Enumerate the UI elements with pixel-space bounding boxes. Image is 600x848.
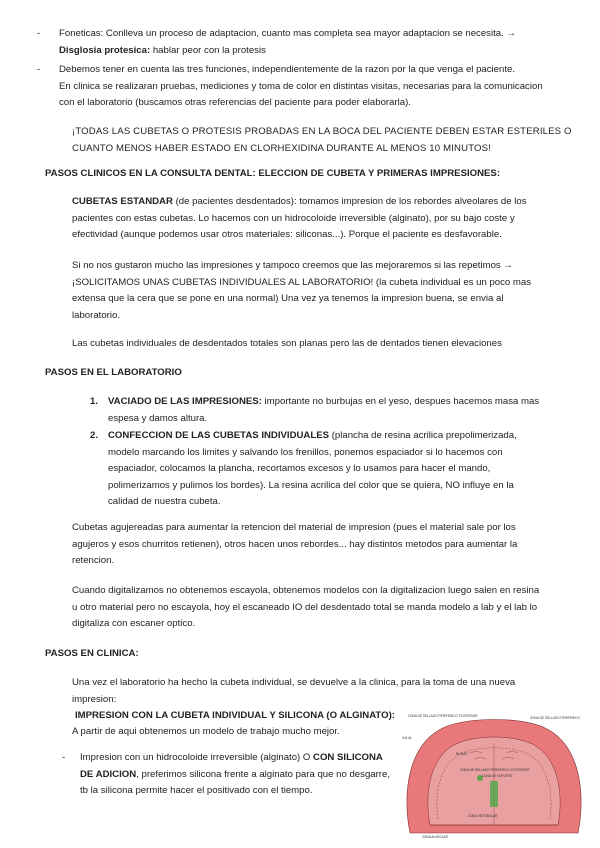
step-title: CONFECCION DE LAS CUBETAS INDIVIDUALES bbox=[108, 430, 330, 441]
cubetas-estandar-paragraph bbox=[72, 194, 587, 244]
warning-line: CUANTO MENOS HABER ESTADO EN CLORHEXIDINA DURANTE AL MENOS 10 MINUTOS! bbox=[72, 142, 492, 154]
bullet-marker: - bbox=[37, 28, 41, 39]
bullet-funciones-line: En clinica se realizaran pruebas, mediciones y toma de color en distintas visitas, necesarias para la comunicacion bbox=[59, 80, 543, 92]
section-heading-text: PASOS EN CLINICA: bbox=[45, 648, 139, 659]
bullet-fonetica bbox=[37, 26, 579, 59]
diagram-label: VULAL bbox=[402, 736, 413, 740]
paragraph-line: Si no nos gustaron mucho las impresiones y tampoco creemos que las mejoraremos si las repetimos → bbox=[72, 260, 513, 271]
step-title: VACIADO DE LAS IMPRESIONES: bbox=[108, 396, 262, 407]
paragraph-line: extensa que la cera que se pone en una normal) Una vez ya tenemos la impresion buena, se envia al bbox=[72, 293, 504, 304]
disglosia-term: Disglosia protesica: bbox=[59, 44, 151, 56]
section-heading-clinicos bbox=[45, 166, 500, 183]
bullet-fonetica-line2 bbox=[59, 43, 579, 60]
section-heading-clinica bbox=[45, 646, 139, 663]
step-line: modelo marcando los limites y salvando los frenillos, ponemos espaciador si lo hacemos con bbox=[108, 446, 503, 458]
paragraph-line: efectividad (aunque podemos usar otros materiales: siliconas...). Porque el paciente es desfavorable. bbox=[72, 229, 502, 240]
diagram-label: ZONA DE SELLADO PERIFERICO POSTERIOR bbox=[460, 768, 530, 772]
section-heading-text: PASOS EN EL LABORATORIO bbox=[45, 367, 182, 378]
impresion-subheading bbox=[75, 708, 395, 725]
step-line: espesa y damos altura. bbox=[108, 412, 208, 424]
bullet-fonetica-line1: Foneticas: Conlleva un proceso de adaptacion, cuanto mas completa sea mayor adaptacion se necesita. → bbox=[59, 28, 517, 39]
cubetas-agujereadas-paragraph bbox=[72, 520, 587, 570]
diagram-label: RUGAS bbox=[456, 752, 468, 756]
bullet-funciones-line: con el laboratorio (buscamos otras referencias del paciente para poder elaborarla). bbox=[59, 97, 411, 108]
diagram-label: ZONA DE SELLADO PERIFERICO POSTERIOR bbox=[408, 714, 478, 718]
cubetas-planas-paragraph: Las cubetas individuales de desdentados totales son planas pero las de dentados tienen elevaciones bbox=[72, 338, 502, 349]
diagram-label: ZONA DE SELLADO PERIFERICO bbox=[530, 716, 580, 720]
digitalizacion-paragraph bbox=[72, 583, 592, 633]
paragraph-line: digitaliza con escaner optico. bbox=[72, 618, 196, 629]
paragraph-line: ¡SOLICITAMOS UNAS CUBETAS INDIVIDUALES AL LABORATORIO! (la cubeta individual es un poco mas bbox=[72, 276, 532, 288]
step-number: 1. bbox=[90, 396, 99, 407]
modelo-trabajo-text: A partir de aqui obtenemos un modelo de trabajo mucho mejor. bbox=[72, 726, 340, 737]
bullet-text: Impresion con un hidrocoloide irreversible (alginato) O bbox=[80, 752, 314, 763]
diagram-label: ZONA DE SOPORTE bbox=[482, 774, 513, 778]
paragraph-line: agujeros y esos churritos retienen), otros hacen unos rebordes... hay distintos metodos para aumentar la bbox=[72, 538, 518, 550]
bullet-funciones-line: Debemos tener en cuenta las tres funciones, independientemente de la razon por la que venga el paciente. bbox=[59, 64, 516, 75]
paragraph-line: laboratorio. bbox=[72, 309, 120, 321]
bullet-funciones bbox=[37, 62, 579, 112]
step-number: 2. bbox=[90, 430, 99, 441]
step-line: calidad de nuestra cubeta. bbox=[108, 496, 221, 507]
bullet-line: tb la silicona permite hacer el positivado con el tiempo. bbox=[80, 785, 313, 796]
diagram-label: ZONA VESTIBULAR bbox=[468, 814, 498, 818]
section-heading-laboratorio bbox=[45, 365, 182, 382]
paragraph-line: retencion. bbox=[72, 555, 115, 566]
warning-line: ¡TODAS LAS CUBETAS O PROTESIS PROBADAS EN LA BOCA DEL PACIENTE DEBEN ESTAR ESTERILES O bbox=[72, 126, 572, 137]
bullet-silicona bbox=[62, 750, 400, 800]
paragraph-line: Cuando digitalizamos no obtenemos escayola, obtenemos modelos con la digitalizacion luego salen en resina bbox=[72, 585, 540, 596]
paragraph-line: pacientes con estas cubetas. Lo hacemos con un hidrocoloide irreversible (alginato), por su bajo coste y bbox=[72, 212, 515, 224]
paragraph-line: Cubetas agujereadas para aumentar la retencion del material de impresion (pues el material sale por los bbox=[72, 522, 516, 533]
bullet-bold: DE ADICION bbox=[80, 768, 137, 780]
paragraph-line: Una vez el laboratorio ha hecho la cubeta individual, se devuelve a la clinica, para la toma de una nueva bbox=[72, 677, 516, 688]
step-text: importante no burbujas en el yeso, despues hacemos masa mas bbox=[261, 396, 540, 407]
step-line: polimerizamos y pulimos los bordes). La resina acrilica del color que se quiera, NO influye en la bbox=[108, 479, 514, 491]
step-text: (plancha de resina acrilica prepolimerizada, bbox=[329, 430, 517, 441]
bullet-marker: - bbox=[62, 752, 66, 763]
section-heading-text: PASOS CLINICOS EN LA CONSULTA DENTAL: ELECCION DE CUBETA Y PRIMERAS IMPRESIONES: bbox=[45, 168, 501, 179]
disglosia-def: hablar peor con la protesis bbox=[150, 44, 266, 56]
sterility-warning bbox=[72, 124, 582, 157]
paragraph-line: impresion: bbox=[72, 693, 117, 705]
diagram-label: ZONA ALVEOLAR bbox=[422, 835, 448, 839]
bullet-bold: CON SILICONA bbox=[313, 752, 383, 763]
bullet-marker: - bbox=[37, 64, 41, 75]
lab-step-1 bbox=[90, 394, 588, 427]
paragraph-line: u otro material pero no escayola, hoy el escaneado IO del desdentado total se manda modelo a lab y el lab lo bbox=[72, 601, 538, 613]
lab-step-2 bbox=[90, 428, 588, 511]
cubeta-individual-paragraph bbox=[72, 675, 587, 708]
bullet-text: , preferimos silicona frente a alginato para que no desgarre, bbox=[136, 768, 391, 780]
maxilla-impression-diagram bbox=[400, 713, 588, 841]
paragraph-text: (de pacientes desdentados): tomamos impresion de los rebordes alveolares de los bbox=[172, 196, 527, 207]
cubetas-estandar-term: CUBETAS ESTANDAR bbox=[72, 196, 173, 207]
step-line: espaciador, colocamos la plancha, recortamos excesos y lo usamos para hacer el mando, bbox=[108, 463, 491, 474]
solicitar-cubetas-paragraph bbox=[72, 258, 587, 324]
subheading-text: IMPRESION CON LA CUBETA INDIVIDUAL Y SILICONA (O ALGINATO): bbox=[75, 710, 395, 721]
